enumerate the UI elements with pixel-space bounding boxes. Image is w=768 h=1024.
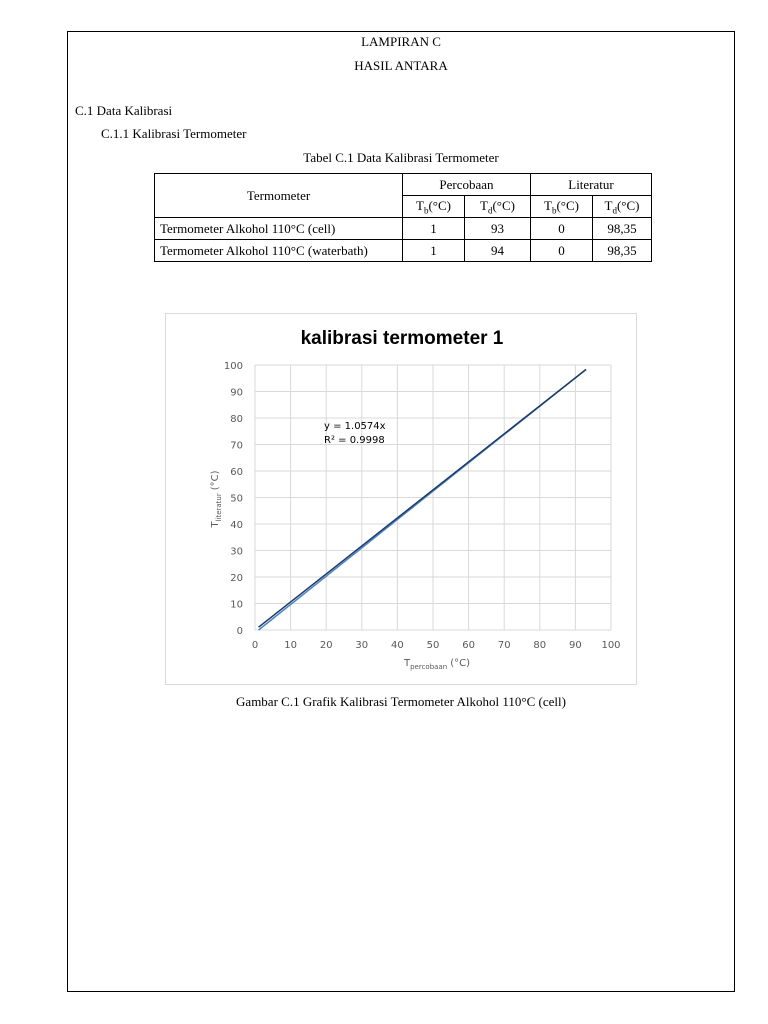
x-tick-label: 100 [601,640,621,651]
row-termometer-name: Termometer Alkohol 110°C (cell) [155,218,403,240]
x-axis-label: $T_{percobaan}$ (°C) [404,658,470,671]
table-caption: Tabel C.1 Data Kalibrasi Termometer [303,150,499,165]
y-tick-label: 70 [230,440,243,452]
table-header-row [155,174,652,196]
row-td-percobaan: 93 [465,218,531,240]
y-tick-label: 100 [223,361,243,372]
header-termometer: Termometer [155,174,403,218]
y-tick-label: 10 [230,599,243,611]
trendline-r-squared: R² = 0.9998 [324,435,385,446]
figure-caption: Gambar C.1 Grafik Kalibrasi Termometer Alkohol 110°C (cell) [236,694,566,709]
appendix-subtitle: HASIL ANTARA [354,58,448,73]
x-tick-label: 0 [251,640,259,651]
y-tick-label: 40 [230,520,243,531]
subheader-tb-percobaan: $T_b(^\circ C)$ [403,196,465,218]
header-percobaan: Percobaan [403,174,531,196]
calibration-table [154,173,652,262]
row-tb-percobaan: 1 [403,218,465,240]
x-tick-label: 80 [533,640,547,651]
y-tick-label: 30 [230,546,243,558]
section-title: C.1 Data Kalibrasi [75,103,173,118]
y-tick-label: 90 [230,387,243,399]
x-tick-label: 10 [284,640,297,651]
subheader-tb-literatur: $T_b(^\circ C)$ [531,196,593,218]
row-tb-percobaan: 1 [403,240,465,262]
y-tick-label: 20 [230,573,243,584]
row-tb-literatur: 0 [531,218,593,240]
row-td-literatur: 98,35 [593,240,652,262]
x-tick-label: 70 [497,640,511,651]
appendix-title: LAMPIRAN C [361,34,441,49]
table-row [155,240,652,262]
y-tick-label: 80 [230,414,243,425]
y-tick-label: 0 [236,626,243,637]
subheader-td-percobaan: $T_d(^\circ C)$ [465,196,531,218]
x-tick-label: 90 [569,640,582,651]
row-td-literatur: 98,35 [593,218,652,240]
subsection-title: C.1.1 Kalibrasi Termometer [101,126,247,141]
trendline-equation: y = 1.0574x [324,421,386,432]
row-td-percobaan: 94 [465,240,531,262]
y-axis-label: $T_{literatur}(^\circ C)$ [210,470,223,528]
x-tick-label: 20 [319,640,333,651]
x-tick-label: 30 [355,640,369,651]
x-tick-label: 50 [426,640,440,651]
x-tick-label: 40 [391,640,404,651]
x-tick-label: 60 [462,640,475,651]
subheader-td-literatur: $T_d(^\circ C)$ [593,196,652,218]
y-tick-label: 50 [230,493,243,505]
chart-svg [166,314,638,686]
trendline [259,369,587,627]
y-tick-label: 60 [230,467,243,478]
header-literatur: Literatur [531,174,652,196]
chart-title: kalibrasi termometer 1 [300,328,504,349]
calibration-chart [165,313,637,685]
row-termometer-name: Termometer Alkohol 110°C (waterbath) [155,240,403,262]
row-tb-literatur: 0 [531,240,593,262]
table-row [155,218,652,240]
